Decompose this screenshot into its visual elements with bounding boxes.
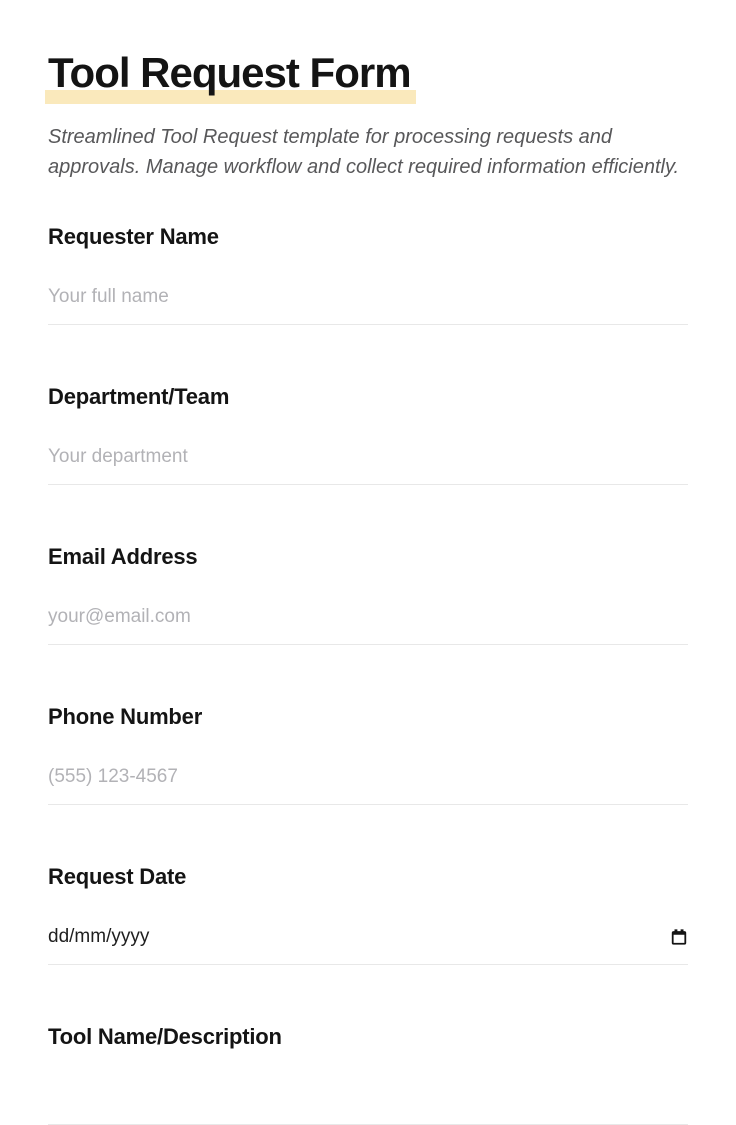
page-title: Tool Request Form (48, 49, 411, 96)
field-label: Request Date (48, 864, 187, 890)
field-label: Requester Name (48, 224, 219, 250)
field-label: Email Address (48, 544, 198, 570)
field-input-row (48, 446, 688, 485)
field-label: Tool Name/Description (48, 1024, 282, 1050)
tool-name-description-input[interactable] (48, 1086, 688, 1125)
phone-number-input[interactable] (48, 766, 688, 805)
field-input-row (48, 286, 688, 325)
field-input-row (48, 1086, 688, 1125)
field-input-row (48, 766, 688, 805)
field-tool-name-description (48, 1026, 688, 1125)
field-input-row (48, 926, 688, 965)
field-email-address (48, 546, 688, 645)
field-input-row (48, 606, 688, 645)
field-label: Phone Number (48, 704, 203, 730)
requester-name-input[interactable] (48, 286, 688, 325)
page-subtitle: Streamlined Tool Request template for processing requests and approvals. Manage workflow and collect required information efficiently. (48, 126, 680, 179)
field-requester-name (48, 226, 688, 325)
department-team-input[interactable] (48, 446, 688, 485)
field-department-team (48, 386, 688, 485)
tool-request-form (48, 226, 688, 1125)
field-request-date (48, 866, 688, 965)
calendar-icon[interactable] (670, 928, 688, 946)
request-date-input[interactable] (48, 926, 688, 965)
email-address-input[interactable] (48, 606, 688, 645)
field-phone-number (48, 706, 688, 805)
field-label: Department/Team (48, 384, 230, 410)
